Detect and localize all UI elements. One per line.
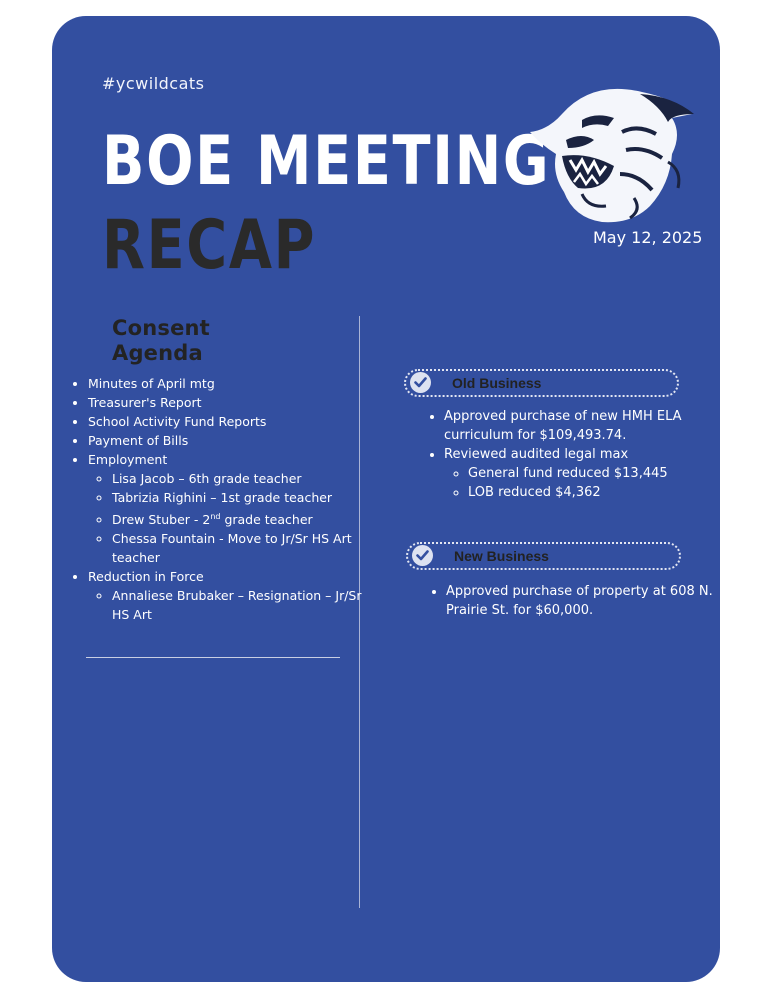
section-divider [86, 657, 340, 658]
reduction-sublist [88, 586, 378, 624]
list-item [112, 507, 378, 529]
list-item [88, 450, 378, 567]
list-item: ◦ General fund reduced $13,445 [468, 464, 714, 483]
consent-heading-line1: Consent [112, 316, 210, 340]
list-item: ◦ Tabrizia Righini – 1st grade teacher [112, 488, 378, 507]
legal-max-label: Reviewed audited legal max [444, 447, 629, 462]
newsletter-card [52, 16, 720, 982]
list-item: ◦ Annaliese Brubaker – Resignation – Jr/Sr HS Art [112, 586, 378, 624]
list-item: • Minutes of April mtg [88, 374, 378, 393]
list-item: • Approved purchase of property at 608 N. Prairie St. for $60,000. [446, 582, 716, 620]
consent-agenda-list [70, 374, 378, 624]
ordinal-superscript: nd [210, 512, 221, 521]
consent-heading-line2: Agenda [112, 341, 203, 365]
old-business-header [404, 369, 679, 397]
list-item: • Approved purchase of new HMH ELA curriculum for $109,493.74. [444, 407, 714, 445]
consent-agenda-heading [112, 316, 210, 366]
meeting-date: May 12, 2025 [593, 228, 703, 247]
list-item [444, 445, 714, 502]
new-business-label: New Business [454, 548, 549, 564]
check-circle-icon [410, 372, 431, 393]
hashtag: #ycwildcats [102, 74, 205, 93]
list-item: • Treasurer's Report [88, 393, 378, 412]
new-business-header [406, 542, 681, 570]
page-title-line2: RECAP [102, 206, 317, 285]
list-item [88, 567, 378, 624]
employment-sublist [88, 469, 378, 567]
list-item: • Payment of Bills [88, 431, 378, 450]
wildcat-mascot-icon [522, 74, 698, 226]
employment-item-suffix: grade teacher [220, 512, 313, 528]
page-title-line1: BOE MEETING [102, 122, 551, 201]
list-item: • School Activity Fund Reports [88, 412, 378, 431]
check-circle-icon [412, 545, 433, 566]
employment-label: Employment [88, 452, 168, 467]
list-item: ◦ LOB reduced $4,362 [468, 483, 714, 502]
legal-max-sublist [444, 464, 714, 502]
new-business-list [428, 582, 716, 620]
list-item: ◦ Chessa Fountain - Move to Jr/Sr HS Art teacher [112, 529, 378, 567]
employment-item-text: Drew Stuber - 2 [112, 512, 211, 528]
old-business-label: Old Business [452, 375, 542, 391]
list-item: ◦ Lisa Jacob – 6th grade teacher [112, 469, 378, 488]
reduction-label: Reduction in Force [88, 569, 204, 585]
old-business-list [426, 407, 714, 502]
